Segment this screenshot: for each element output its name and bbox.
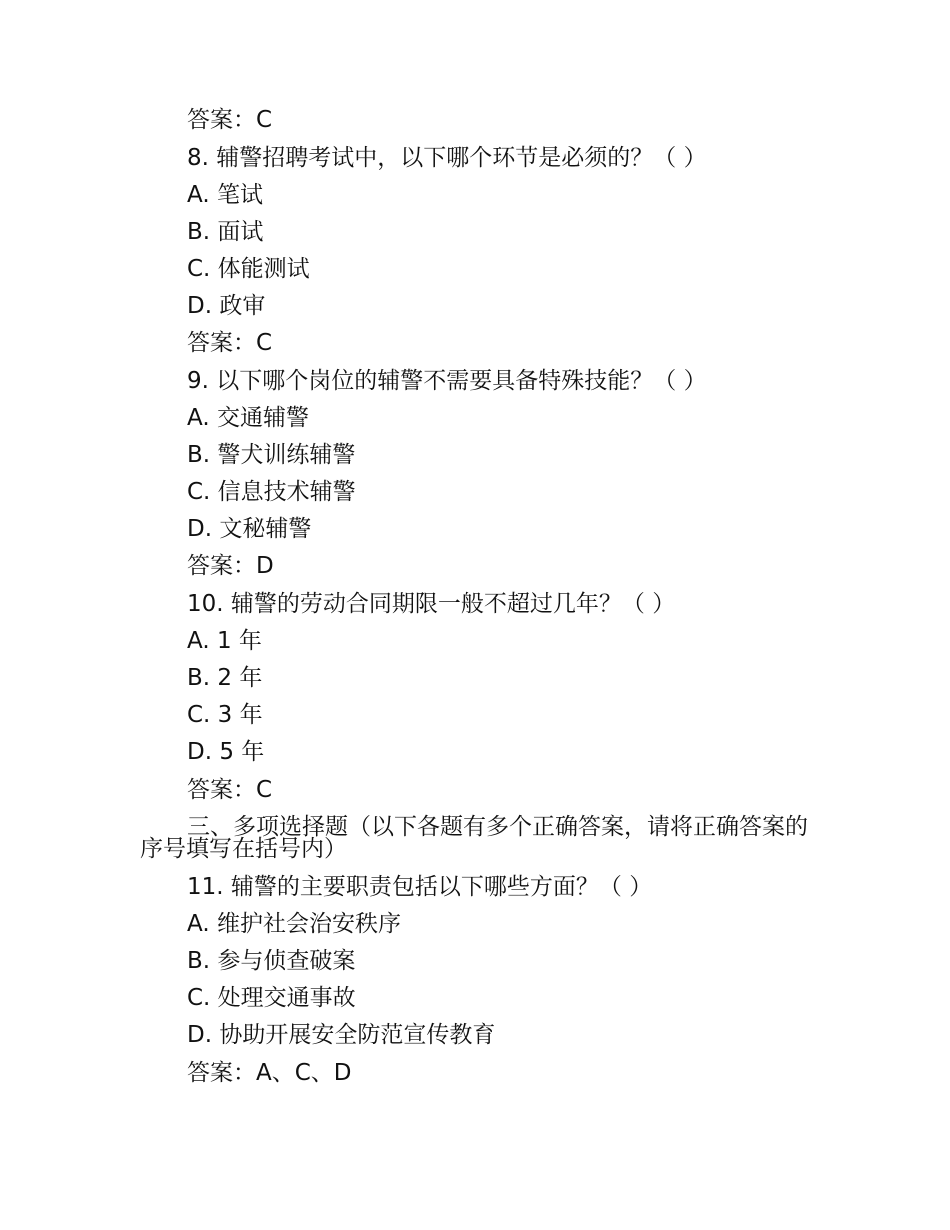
option-line: A. 交通辅警 [187, 405, 309, 431]
option-line: C. 处理交通事故 [187, 985, 356, 1011]
option-line: D. 5 年 [187, 739, 265, 765]
option-line: B. 警犬训练辅警 [187, 442, 356, 468]
option-line: A. 1 年 [187, 628, 262, 654]
option-line: B. 2 年 [187, 665, 263, 691]
section-heading-multiple-choice: 三、多项选择题（以下各题有多个正确答案，请将正确答案的序号填写在括号内） [140, 814, 808, 862]
question-9: 9. 以下哪个岗位的辅警不需要具备特殊技能？（ ） [187, 368, 707, 394]
option-line: C. 信息技术辅警 [187, 479, 356, 505]
question-11: 11. 辅警的主要职责包括以下哪些方面？（ ） [187, 874, 653, 900]
option-line: C. 体能测试 [187, 256, 310, 282]
answer-line: 答案：C [187, 330, 273, 356]
answer-line: 答案：A、C、D [187, 1060, 352, 1086]
option-line: C. 3 年 [187, 702, 263, 728]
option-line: B. 面试 [187, 219, 264, 245]
answer-line: 答案：C [187, 107, 273, 133]
option-line: D. 政审 [187, 293, 266, 319]
option-line: A. 笔试 [187, 182, 263, 208]
answer-line: 答案：C [187, 777, 273, 803]
question-8: 8. 辅警招聘考试中，以下哪个环节是必须的？（ ） [187, 145, 707, 171]
option-line: D. 协助开展安全防范宣传教育 [187, 1022, 496, 1048]
option-line: A. 维护社会治安秩序 [187, 911, 401, 937]
option-line: B. 参与侦查破案 [187, 948, 356, 974]
question-10: 10. 辅警的劳动合同期限一般不超过几年？（ ） [187, 591, 676, 617]
option-line: D. 文秘辅警 [187, 516, 312, 542]
answer-line: 答案：D [187, 553, 274, 579]
